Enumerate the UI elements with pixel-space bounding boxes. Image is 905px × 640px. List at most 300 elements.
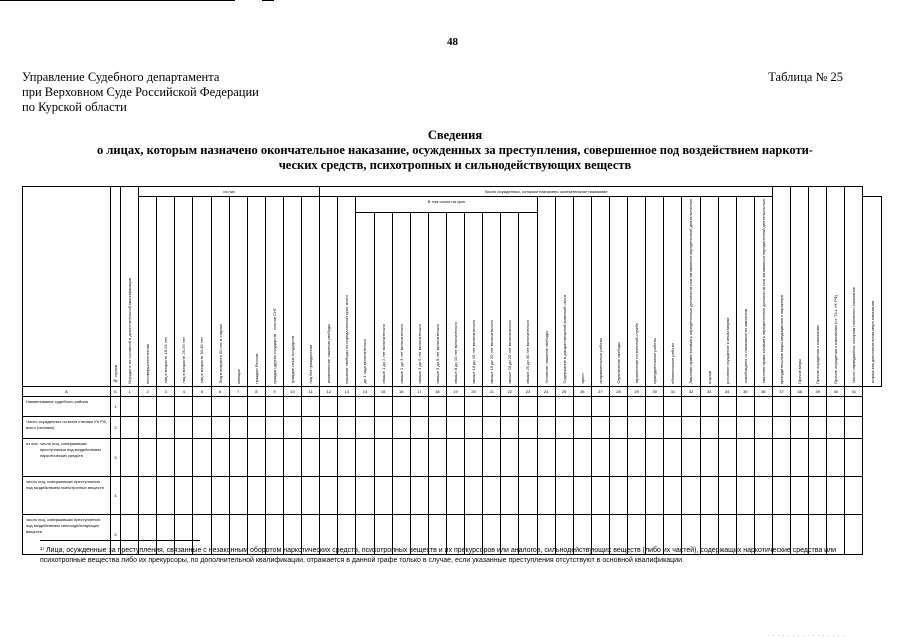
table-row bbox=[23, 396, 882, 416]
table-cell bbox=[302, 438, 320, 476]
table-cell bbox=[700, 438, 718, 476]
table-cell bbox=[646, 416, 664, 438]
table-cell bbox=[320, 396, 338, 416]
table-cell bbox=[410, 416, 428, 438]
table-cell bbox=[446, 396, 464, 416]
header-label: Прочие меры bbox=[797, 358, 803, 384]
header-column bbox=[718, 197, 736, 387]
header-label: ограничение по военной службе bbox=[634, 323, 640, 384]
header-column bbox=[139, 197, 157, 387]
table-cell bbox=[628, 476, 646, 514]
table-cell bbox=[392, 396, 410, 416]
table-cell bbox=[537, 416, 555, 438]
header-column bbox=[265, 197, 283, 387]
table-cell bbox=[193, 396, 211, 416]
table-row bbox=[23, 416, 882, 438]
table-cell bbox=[646, 476, 664, 514]
table-cell bbox=[175, 438, 193, 476]
table-cell bbox=[121, 476, 139, 514]
table-cell bbox=[483, 476, 501, 514]
table-cell bbox=[501, 438, 519, 476]
column-number: 14 bbox=[356, 386, 374, 396]
table-cell bbox=[392, 438, 410, 476]
top-rule-left bbox=[0, 0, 235, 1]
header-column bbox=[338, 197, 356, 387]
table-cell bbox=[628, 416, 646, 438]
column-number: 2 bbox=[139, 386, 157, 396]
row-number: 1 bbox=[111, 396, 121, 416]
header-label: лишение права занимать определенные должности или заниматься определенной деятельностью bbox=[760, 199, 766, 384]
table-cell bbox=[501, 416, 519, 438]
table-cell bbox=[772, 416, 790, 438]
header-label: несовершеннолетних bbox=[145, 343, 151, 384]
table-row bbox=[23, 438, 882, 476]
header-column bbox=[374, 212, 392, 386]
table-cell bbox=[374, 396, 392, 416]
table-cell bbox=[175, 476, 193, 514]
column-number: 4 bbox=[175, 386, 193, 396]
table-cell bbox=[283, 416, 301, 438]
table-cell bbox=[465, 476, 483, 514]
table-cell bbox=[283, 396, 301, 416]
table-cell bbox=[302, 476, 320, 514]
header-column bbox=[483, 212, 501, 386]
header-label: женщин bbox=[235, 368, 241, 384]
header-label: свыше 8 до 10 лет включительно bbox=[453, 321, 459, 384]
row-number: 3 bbox=[111, 438, 121, 476]
table-cell bbox=[718, 476, 736, 514]
table-cell bbox=[465, 416, 483, 438]
header-label: Условное лишение свободы bbox=[543, 331, 549, 384]
table-cell bbox=[175, 416, 193, 438]
column-number: 23 bbox=[519, 386, 537, 396]
table-cell bbox=[809, 476, 827, 514]
table-cell bbox=[374, 438, 392, 476]
column-number: 16 bbox=[392, 386, 410, 396]
table-cell bbox=[682, 476, 700, 514]
table-cell bbox=[736, 438, 754, 476]
table-cell bbox=[193, 438, 211, 476]
table-cell bbox=[211, 476, 229, 514]
table-row bbox=[23, 476, 882, 514]
column-number: 32 bbox=[682, 386, 700, 396]
table-cell bbox=[700, 396, 718, 416]
table-cell bbox=[428, 438, 446, 476]
header-column bbox=[410, 212, 428, 386]
column-number: 28 bbox=[609, 386, 627, 396]
row-label-text: Наименование судебного района bbox=[26, 398, 88, 404]
table-cell bbox=[736, 396, 754, 416]
table-cell bbox=[338, 396, 356, 416]
table-cell bbox=[754, 476, 772, 514]
header-group-terms: В том числе на срок bbox=[356, 197, 537, 213]
table-cell bbox=[338, 416, 356, 438]
column-number: 30 bbox=[646, 386, 664, 396]
column-number: 20 bbox=[465, 386, 483, 396]
table-cell bbox=[211, 396, 229, 416]
table-cell bbox=[827, 416, 845, 438]
column-number: 10 bbox=[283, 386, 301, 396]
table-cell bbox=[157, 476, 175, 514]
table-cell bbox=[573, 396, 591, 416]
column-number: 39 bbox=[809, 386, 827, 396]
column-number: 21 bbox=[483, 386, 501, 396]
header-column bbox=[283, 197, 301, 387]
table-cell bbox=[591, 438, 609, 476]
header-column bbox=[845, 187, 863, 387]
table-cell bbox=[772, 438, 790, 476]
header-label: свыше 15 до 20 лет включительно bbox=[489, 319, 495, 384]
table-cell bbox=[573, 438, 591, 476]
column-number: 22 bbox=[501, 386, 519, 396]
table-cell bbox=[664, 416, 682, 438]
row-label bbox=[23, 416, 111, 438]
table-cell bbox=[628, 438, 646, 476]
column-number: 13 bbox=[338, 386, 356, 396]
header-column bbox=[609, 197, 627, 387]
header-group-number: Число осужденных, которым назначено окончательное наказание bbox=[320, 187, 773, 197]
table-cell bbox=[573, 416, 591, 438]
header-column bbox=[229, 197, 247, 387]
table-cell bbox=[736, 476, 754, 514]
table-cell bbox=[845, 476, 863, 514]
header-column bbox=[446, 212, 464, 386]
table-cell bbox=[283, 438, 301, 476]
table-cell bbox=[827, 476, 845, 514]
table-cell bbox=[845, 416, 863, 438]
table-cell bbox=[302, 416, 320, 438]
table-cell bbox=[229, 416, 247, 438]
header-label: Ограничение свободы bbox=[616, 342, 621, 384]
header-column bbox=[392, 212, 410, 386]
column-number: 40 bbox=[827, 386, 845, 396]
header-label: лиц в возрасте 18-24 лет bbox=[163, 337, 169, 384]
table-cell bbox=[392, 416, 410, 438]
column-number: 7 bbox=[229, 386, 247, 396]
table-cell bbox=[265, 396, 283, 416]
table-cell bbox=[682, 416, 700, 438]
header-column bbox=[320, 197, 338, 387]
header-column bbox=[175, 197, 193, 387]
document-title: Сведения bbox=[427, 128, 483, 142]
table-cell bbox=[446, 476, 464, 514]
table-cell bbox=[265, 476, 283, 514]
header-label: лиц в возрасте 25-29 лет bbox=[181, 337, 187, 384]
column-number: 34 bbox=[718, 386, 736, 396]
column-number: 12 bbox=[320, 386, 338, 396]
table-cell bbox=[247, 396, 265, 416]
table-cell bbox=[483, 396, 501, 416]
header-label: принудительные меры медицинского характера bbox=[778, 294, 784, 384]
table-cell bbox=[302, 396, 320, 416]
org-line: при Верховном Суде Российской Федерации bbox=[22, 85, 259, 99]
table-cell bbox=[139, 476, 157, 514]
column-number: 27 bbox=[591, 386, 609, 396]
table-cell bbox=[754, 416, 772, 438]
organization-name bbox=[22, 70, 259, 115]
table-cell bbox=[428, 476, 446, 514]
header-label: обязательные работы bbox=[670, 342, 676, 384]
table-cell bbox=[519, 416, 537, 438]
org-line: по Курской области bbox=[22, 100, 127, 114]
column-number: 18 bbox=[428, 386, 446, 396]
table-cell bbox=[809, 416, 827, 438]
table-cell bbox=[718, 438, 736, 476]
column-number: 15 bbox=[374, 386, 392, 396]
table-cell bbox=[791, 438, 809, 476]
column-number: 6 bbox=[211, 386, 229, 396]
header-label: свыше 5 до 8 лет включительно bbox=[434, 324, 440, 384]
header-column bbox=[754, 197, 772, 387]
top-rule-right bbox=[262, 0, 274, 1]
table-cell bbox=[283, 476, 301, 514]
table-cell bbox=[537, 438, 555, 476]
row-prefix: из них: bbox=[26, 440, 39, 446]
table-cell bbox=[700, 416, 718, 438]
table-cell bbox=[157, 396, 175, 416]
column-number: 1 bbox=[121, 386, 139, 396]
header-row-number bbox=[111, 187, 121, 387]
header-label: штраф bbox=[706, 370, 712, 384]
row-number: 5 bbox=[111, 514, 121, 554]
table-cell bbox=[718, 416, 736, 438]
column-number: 35 bbox=[736, 386, 754, 396]
table-cell bbox=[591, 396, 609, 416]
table-cell bbox=[754, 438, 772, 476]
header-column bbox=[791, 187, 809, 387]
table-cell bbox=[247, 476, 265, 514]
header-label: Осуждено по основной и дополнительной квалификации bbox=[127, 277, 133, 384]
row-label-text: число лиц, совершивших преступления под воздействием сильнодействующих веществ bbox=[26, 516, 100, 534]
table-cell bbox=[664, 438, 682, 476]
table-cell bbox=[338, 438, 356, 476]
header-column bbox=[591, 197, 609, 387]
header-column bbox=[863, 197, 882, 387]
header-label: штраф как дополнительная мера наказания bbox=[869, 301, 875, 384]
header-label: лиц без гражданства bbox=[308, 344, 314, 384]
table-cell bbox=[628, 396, 646, 416]
column-number: 19 bbox=[446, 386, 464, 396]
table-cell bbox=[664, 396, 682, 416]
table-cell bbox=[211, 416, 229, 438]
column-number: 5 bbox=[193, 386, 211, 396]
table-cell bbox=[121, 438, 139, 476]
table-cell bbox=[772, 396, 790, 416]
header-column bbox=[428, 212, 446, 386]
header-column bbox=[519, 212, 537, 386]
table-cell bbox=[609, 476, 627, 514]
column-number: 3 bbox=[157, 386, 175, 396]
header-label: свыше 25 до 30 лет включительно bbox=[525, 319, 531, 384]
table-cell bbox=[446, 416, 464, 438]
header-column bbox=[501, 212, 519, 386]
column-number: 38 bbox=[791, 386, 809, 396]
table-cell bbox=[845, 514, 863, 554]
table-cell bbox=[465, 438, 483, 476]
table-cell bbox=[247, 438, 265, 476]
column-number: 33 bbox=[700, 386, 718, 396]
row-number: 4 bbox=[111, 476, 121, 514]
table-cell bbox=[410, 396, 428, 416]
table-cell bbox=[519, 438, 537, 476]
table-cell bbox=[428, 396, 446, 416]
header-column bbox=[573, 197, 591, 387]
table-cell bbox=[573, 476, 591, 514]
column-number: Б bbox=[111, 386, 121, 396]
row-label-text: Число осужденных по всем статьям УК РФ, всего (человек) bbox=[26, 418, 107, 430]
header-column bbox=[682, 197, 700, 387]
table-cell bbox=[772, 476, 790, 514]
header-column bbox=[193, 197, 211, 387]
org-line: Управление Судебного департамента bbox=[22, 70, 220, 84]
header-column bbox=[247, 197, 265, 387]
table-cell bbox=[229, 476, 247, 514]
column-number: 36 bbox=[754, 386, 772, 396]
table-cell bbox=[211, 438, 229, 476]
header-label: лиц в возрасте 30-49 лет bbox=[199, 337, 205, 384]
table-cell bbox=[483, 438, 501, 476]
table-cell bbox=[483, 416, 501, 438]
table-cell bbox=[121, 416, 139, 438]
table-cell bbox=[809, 396, 827, 416]
header-label: граждан других государств - членов СНГ bbox=[271, 307, 277, 384]
row-label-text: число лиц, совершивших преступления под воздействием наркотических средств bbox=[40, 440, 101, 458]
header-group-of-them: из них bbox=[139, 187, 320, 197]
footnote-divider bbox=[40, 540, 200, 541]
header-column bbox=[646, 197, 664, 387]
header-label: лишение свободы на определенный срок, всего bbox=[344, 294, 350, 384]
header-label: граждан иных государств bbox=[290, 336, 296, 384]
header-label: № строки bbox=[113, 365, 118, 384]
header-label: Число оправданных, которым назначено наказание bbox=[851, 287, 857, 384]
document-subtitle-line: о лицах, которым назначено окончательное наказание, осужденных за преступления, совершенное под воздействием наркоти- bbox=[97, 143, 813, 157]
header-label: арест bbox=[579, 373, 585, 384]
table-cell bbox=[265, 438, 283, 476]
table-cell bbox=[646, 438, 664, 476]
row-label bbox=[23, 396, 111, 416]
table-cell bbox=[320, 438, 338, 476]
table-cell bbox=[718, 396, 736, 416]
table-cell bbox=[555, 438, 573, 476]
table-cell bbox=[646, 396, 664, 416]
header-label: исправительные работы bbox=[597, 338, 603, 384]
table-cell bbox=[845, 396, 863, 416]
scan-artifact: . . . . . . . . . . . . . . . . bbox=[767, 632, 845, 638]
row-label-text: число лиц, совершивших преступления под воздействием психотропных веществ bbox=[26, 478, 104, 490]
column-number: 24 bbox=[537, 386, 555, 396]
column-number: 9 bbox=[265, 386, 283, 396]
table-cell bbox=[175, 396, 193, 416]
table-cell bbox=[320, 416, 338, 438]
table-cell bbox=[193, 416, 211, 438]
table-cell bbox=[682, 438, 700, 476]
table-cell bbox=[682, 396, 700, 416]
table-cell bbox=[392, 476, 410, 514]
document-subtitle-line: ческих средств, психотропных и сильнодействующих веществ bbox=[278, 158, 632, 172]
table-cell bbox=[537, 396, 555, 416]
column-number: 11 bbox=[302, 386, 320, 396]
header-column bbox=[809, 187, 827, 387]
header-label: пожизненное лишение свободы bbox=[326, 324, 332, 384]
header-label: принудительные работы bbox=[652, 338, 658, 384]
table-cell bbox=[791, 476, 809, 514]
table-cell bbox=[555, 476, 573, 514]
table-cell bbox=[664, 476, 682, 514]
header-label: до 1 года включительно bbox=[362, 339, 368, 384]
table-cell bbox=[465, 396, 483, 416]
table-cell bbox=[845, 438, 863, 476]
table-cell bbox=[501, 476, 519, 514]
header-column bbox=[772, 187, 790, 387]
table-cell bbox=[139, 416, 157, 438]
table-cell bbox=[609, 438, 627, 476]
header-corner bbox=[23, 187, 111, 387]
header-column bbox=[736, 197, 754, 387]
header-label: Лиц в возрасте 50 лет и старше bbox=[217, 324, 223, 384]
header-label: граждан России bbox=[253, 353, 259, 384]
table-cell bbox=[265, 416, 283, 438]
table-cell bbox=[555, 396, 573, 416]
header-label: свыше 1 до 2 лет включительно bbox=[380, 324, 386, 384]
table-cell bbox=[609, 396, 627, 416]
column-number: 25 bbox=[555, 386, 573, 396]
table-cell bbox=[121, 396, 139, 416]
table-cell bbox=[410, 438, 428, 476]
table-number: Таблица № 25 bbox=[768, 70, 843, 84]
table-cell bbox=[229, 438, 247, 476]
table-cell bbox=[356, 476, 374, 514]
table-cell bbox=[157, 416, 175, 438]
column-number: 29 bbox=[628, 386, 646, 396]
row-number: 2 bbox=[111, 416, 121, 438]
table-cell bbox=[809, 438, 827, 476]
header-label: освобождено от наказания по амнистии bbox=[742, 309, 748, 384]
page-number: 48 bbox=[447, 36, 458, 48]
column-number: 31 bbox=[664, 386, 682, 396]
header-label: Прочие осуждения к наказанию bbox=[815, 324, 821, 384]
table-cell bbox=[139, 438, 157, 476]
table-cell bbox=[410, 476, 428, 514]
table-cell bbox=[519, 476, 537, 514]
header-column bbox=[555, 197, 573, 387]
table-cell bbox=[791, 416, 809, 438]
header-label: свыше 3 до 5 лет включительно bbox=[416, 324, 422, 384]
header-label: Лишение права занимать определенные должности или заниматься определенной деятельностью bbox=[688, 199, 694, 384]
column-number: А bbox=[23, 386, 111, 396]
header-column bbox=[537, 197, 555, 387]
header-column bbox=[157, 197, 175, 387]
header-label: Прочие осуждения к наказанию (ст. 73.1 УК РФ) bbox=[833, 294, 839, 384]
table-cell bbox=[157, 438, 175, 476]
table-cell bbox=[446, 438, 464, 476]
table-cell bbox=[700, 476, 718, 514]
table-cell bbox=[374, 416, 392, 438]
table-cell bbox=[193, 476, 211, 514]
header-label: свыше 20 до 25 лет включительно bbox=[507, 319, 513, 384]
row-label bbox=[23, 476, 111, 514]
column-number: 41 bbox=[845, 386, 863, 396]
table-cell bbox=[827, 438, 845, 476]
table-cell bbox=[591, 476, 609, 514]
table-cell bbox=[827, 396, 845, 416]
footnote: ¹⁾ Лица, осужденные за преступления, связанные с незаконным оборотом наркотических средств, психотропных веществ и их прекурсоров или аналогов, сильнодействующих веществ (либо их частей), содержащих наркотические средства или психотропные вещества либо их прекурсоры, по дополнительной квалификации, отражается в данной графе только в случае, если указанные преступления отсутствуют в основной квалификации. bbox=[40, 547, 837, 564]
header-total bbox=[121, 187, 139, 387]
table-cell bbox=[791, 396, 809, 416]
header-column bbox=[211, 197, 229, 387]
table-cell bbox=[356, 396, 374, 416]
table-cell bbox=[555, 416, 573, 438]
header-column bbox=[664, 197, 682, 387]
